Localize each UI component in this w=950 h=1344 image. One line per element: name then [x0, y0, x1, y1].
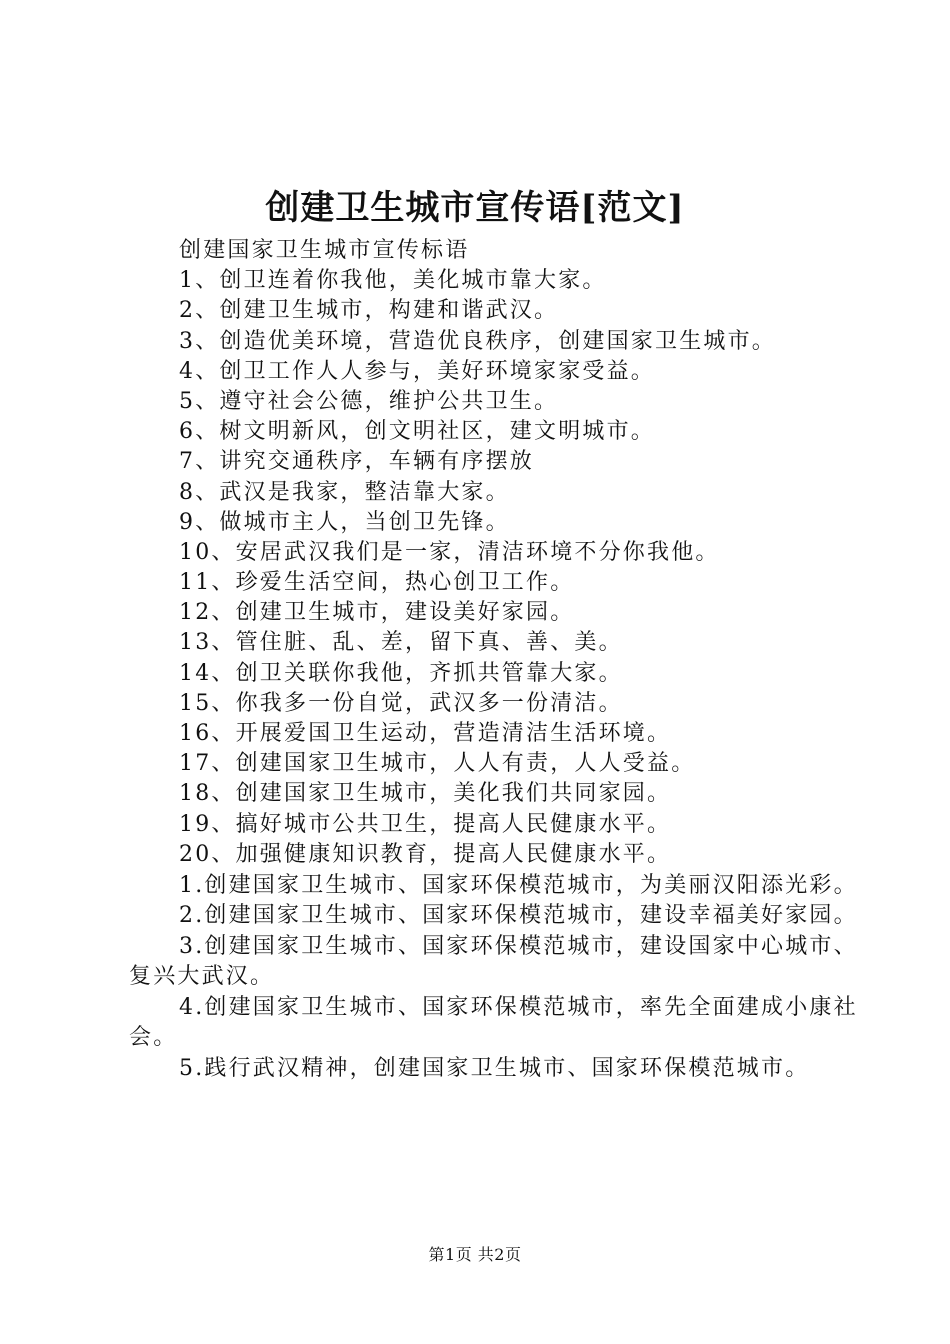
paragraph-list [129, 871, 859, 1085]
paragraph: 4.创建国家卫生城市、国家环保模范城市，率先全面建成小康社会。 [129, 994, 858, 1051]
paragraph: 3.创建国家卫生城市、国家环保模范城市，建设国家中心城市、复兴大武汉。 [129, 933, 858, 990]
page-title: 创建卫生城市宣传语[范文] [265, 188, 685, 228]
list-item [179, 779, 859, 809]
list-item [179, 568, 859, 598]
item-text: 管住脏、乱、差，留下真、善、美。 [235, 630, 623, 656]
item-number: 20、 [179, 841, 236, 867]
page-footer: 第1页 共2页 [428, 1245, 522, 1264]
item-number: 4、 [179, 358, 220, 384]
list-item [179, 508, 859, 538]
list-item [179, 327, 859, 357]
item-number: 17、 [179, 751, 236, 777]
item-text: 做城市主人，当创卫先锋。 [219, 509, 510, 535]
item-number: 15、 [179, 690, 236, 716]
item-text: 加强健康知识教育，提高人民健康水平。 [235, 841, 672, 867]
item-text: 珍爱生活空间，热心创卫工作。 [235, 570, 575, 596]
item-number: 18、 [179, 781, 236, 807]
list-item [179, 357, 859, 387]
list-item [179, 719, 859, 749]
item-text: 创建国家卫生城市，美化我们共同家园。 [235, 781, 672, 807]
item-number: 10、 [179, 539, 236, 565]
list-item [179, 447, 859, 477]
item-text: 创建卫生城市，建设美好家园。 [235, 600, 575, 626]
item-number: 19、 [179, 811, 236, 837]
list-item [179, 417, 859, 447]
item-text: 创建卫生城市，构建和谐武汉。 [219, 298, 559, 324]
item-text: 你我多一份自觉，武汉多一份清洁。 [235, 690, 623, 716]
list-item [179, 628, 859, 658]
list-item [179, 689, 859, 719]
item-number: 13、 [179, 630, 236, 656]
item-number: 1、 [179, 268, 220, 294]
list-item [179, 840, 859, 870]
item-number: 2、 [179, 298, 220, 324]
list-item [179, 387, 859, 417]
list-item [179, 659, 859, 689]
item-number: 14、 [179, 660, 236, 686]
item-number: 5、 [179, 388, 220, 414]
item-text: 创卫关联你我他，齐抓共管靠大家。 [235, 660, 623, 686]
item-number: 9、 [179, 509, 220, 535]
item-number: 7、 [179, 449, 220, 475]
list-item [179, 598, 859, 628]
slogan-list [129, 266, 859, 870]
document-body [129, 236, 859, 1084]
item-number: 12、 [179, 600, 236, 626]
item-number: 3、 [179, 328, 220, 354]
item-text: 讲究交通秩序，车辆有序摆放 [219, 449, 535, 475]
item-text: 创卫连着你我他，美化城市靠大家。 [219, 268, 607, 294]
item-text: 树文明新风，创文明社区，建文明城市。 [219, 419, 656, 445]
list-item [179, 538, 859, 568]
list-item [179, 296, 859, 326]
item-text: 开展爱国卫生运动，营造清洁生活环境。 [235, 721, 672, 746]
list-item [179, 266, 859, 296]
item-text: 创卫工作人人参与，美好环境家家受益。 [219, 358, 656, 384]
item-number: 8、 [179, 479, 220, 505]
item-text: 遵守社会公德，维护公共卫生。 [219, 388, 559, 414]
item-text: 武汉是我家，整洁靠大家。 [219, 479, 510, 505]
paragraph: 2.创建国家卫生城市、国家环保模范城市，建设幸福美好家园。 [179, 903, 858, 929]
item-text: 创建国家卫生城市，人人有责，人人受益。 [235, 751, 696, 777]
list-item [179, 810, 859, 840]
item-number: 6、 [179, 419, 220, 445]
item-text: 安居武汉我们是一家，清洁环境不分你我他。 [235, 539, 720, 565]
paragraph: 5.践行武汉精神，创建国家卫生城市、国家环保模范城市。 [179, 1055, 810, 1081]
item-text: 搞好城市公共卫生，提高人民健康水平。 [235, 811, 672, 837]
list-item [179, 478, 859, 508]
item-text: 创造优美环境，营造优良秩序，创建国家卫生城市。 [219, 328, 777, 354]
item-number: 16、 [179, 721, 236, 746]
paragraph: 1.创建国家卫生城市、国家环保模范城市，为美丽汉阳添光彩。 [179, 872, 858, 898]
item-number: 11、 [179, 570, 236, 596]
list-item [179, 749, 859, 779]
subtitle: 创建国家卫生城市宣传标语 [179, 238, 470, 263]
